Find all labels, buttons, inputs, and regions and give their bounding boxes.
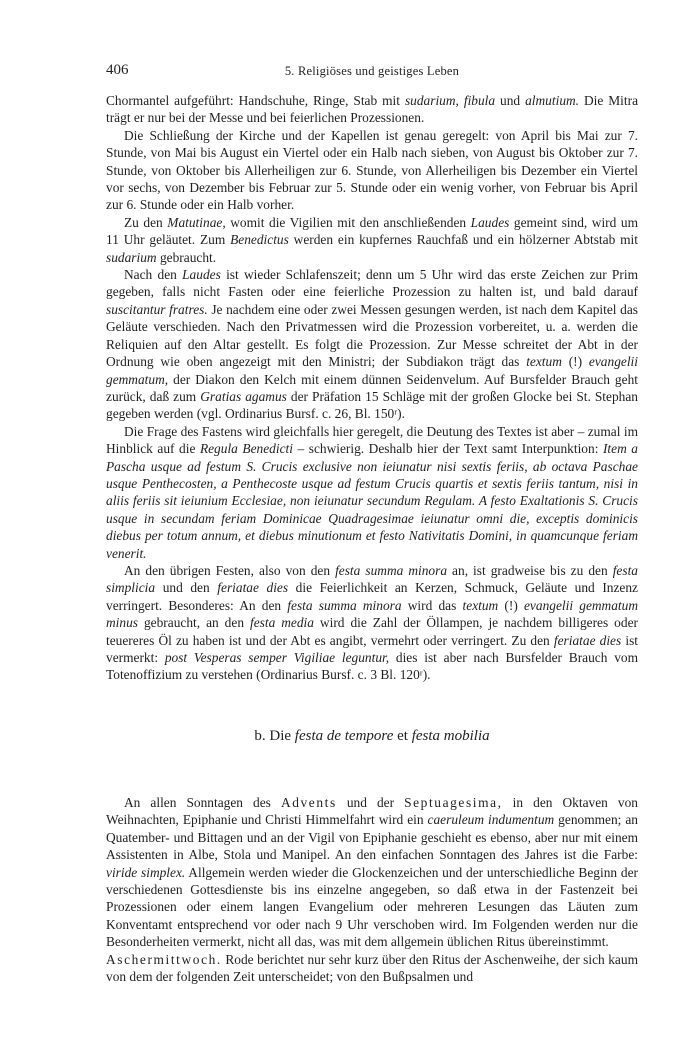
spaced-term: Septuagesima, [404, 795, 503, 810]
text-run: Die Schließung der Kirche und der Kapellen ist genau geregelt: von April bis Mai zur 7. Stunde, von Mai bis August ein Viertel oder ein Halb nach sieben, von August bis Oktober zur 7. Stunde, von Oktober bis Allerheiligen zur 6. Stunde, von Allerheiligen bis Dezember ein Viertel vor sechs, von Dezember bis Februar zur 5. Stunde oder ein wenig vorher, von Februar bis April zur 6. Stunde oder ein Halb vorher. [106, 127, 638, 213]
italic-term: evangelii gemmatum minus [106, 597, 639, 631]
section-heading-conjunction: et [393, 728, 412, 744]
text-run: werden ein kupfernes Rauchfaß und ein hölzerner Abtstab mit [288, 232, 638, 248]
italic-term: sudarium, fibula [404, 93, 496, 108]
paragraph [106, 951, 638, 986]
italic-term: festa media [249, 615, 314, 631]
body-text-top [106, 92, 638, 684]
text-run: in den Oktaven von Weihnachten, Epiphanie und Christi Himmelfahrt wird ein [106, 795, 638, 828]
italic-term: Gratias agamus [200, 388, 287, 404]
text-run: Zu den [124, 214, 168, 230]
text-run: Rode berichtet nur sehr kurz über den Ritus der Aschenweihe, der sich kaum von dem der folgenden Zeit unterscheidet; von den Bußpsalmen und [106, 951, 638, 985]
paragraph [106, 794, 638, 951]
page-header [106, 62, 638, 82]
paragraph [106, 266, 638, 423]
text-run: gebraucht, an den [138, 615, 250, 631]
italic-term: festa summa minora [335, 562, 448, 578]
paragraph [106, 423, 638, 562]
italic-term: caeruleum indumentum [427, 812, 555, 828]
italic-term: almutium. [525, 93, 580, 108]
text-run: und [495, 93, 526, 108]
text-run: Die Frage des Fastens wird gleichfalls hier geregelt, die Deutung des Textes ist aber – zumal im Hinblick auf die [106, 423, 638, 457]
italic-term: viride simplex. [106, 864, 186, 880]
italic-term: festa summa minora [287, 597, 402, 613]
section-heading-term-1: festa de tempore [294, 728, 394, 744]
italic-term: festa simplicia [106, 562, 638, 596]
paragraph [106, 562, 638, 684]
italic-term: textum [526, 354, 562, 370]
text-run: wird die Zahl der Öllampen, je nachdem billigeres oder teuereres Öl zu haben ist und der Abt es angibt, vermehrt oder verringert. Zu den [106, 615, 638, 648]
text-run: An den übrigen Festen, also von den [124, 562, 336, 578]
spaced-term: Aschermittwoch. [106, 951, 222, 967]
spaced-term: Advents [280, 795, 337, 810]
text-run: genommen; an Quatember- und Bittagen und an der Vigil von Epiphanie geschieht es ebenso, aber nur mit einem Assistenten in Albe, Stola und Manipel. An den einfachen Sonntagen des Jahres ist die Farbe: [106, 812, 638, 863]
italic-term: Laudes [470, 214, 510, 230]
italic-term: Laudes [182, 267, 221, 283]
text-run: (!) [498, 597, 524, 613]
text-run: ist wieder Schlafenszeit; denn um 5 Uhr wird das erste Zeichen zur Prim gegeben, falls nicht Fasten oder eine feierliche Prozession zu halten ist, und bald darauf [106, 267, 638, 300]
paragraph [106, 127, 638, 214]
body-text-bottom [106, 794, 638, 985]
page-number: 406 [106, 62, 129, 78]
italic-term: post Vesperas semper Vigiliae leguntur, [164, 650, 390, 665]
italic-term: feriatae dies [553, 632, 622, 648]
text-run: – schwierig. Deshalb hier der Text samt Interpunktion: [292, 441, 603, 457]
text-run: und den [155, 580, 218, 596]
text-run: wird das [401, 597, 463, 613]
text-run: der Präfation 15 Schläge mit der großen Glocke bei St. Stephan gegeben werden (vgl. Ordinarius Bursf. c. 26, Bl. 150ʳ). [106, 388, 639, 422]
text-run: ist vermerkt: [106, 632, 638, 665]
italic-term: Item a Pascha usque ad festum S. Crucis exclusive non ieiunatur nisi sextis feriis, ab octava Paschae usque Penthecosten, a Penthecoste usque ad festum Crucis quartis et sextis feriis tantum, nisi in aliis feriis sit ieiunium Ecclesiae, non ieiunatur secundum Regulam. A festo Exaltationis S. Crucis usque in secundam feriam Dominicae Quadragesimae ieiunatur omni die, exceptis dominicis diebus per totum annum, et diebus minutionum et festo Nativitatis Domini, in quamcunque feriam venerit. [106, 441, 638, 561]
text-run: Allgemein werden wieder die Glockenzeichen und der unterschiedliche Beginn der verschiedenen Gottesdienste bis ins einzelne angegeben, so daß etwa in der Fastenzeit bei Prozessionen oder einem langen Evangelium oder mehreren Lesungen das Läuten zum Konventamt entsprechend vor oder nach 9 Uhr verschoben wird. Im Folgenden werden nur die Besonderheiten vermerkt, nicht all das, was mit dem allgemein üblichen Ritus übereinstimmt. [106, 864, 638, 950]
running-title: 5. Religiöses und geistiges Leben [284, 64, 460, 78]
text-run: Chormantel aufgeführt: Handschuhe, Ringe, Stab mit [106, 93, 405, 108]
text-run: An allen Sonntagen des [124, 795, 281, 810]
text-run: und der [336, 795, 405, 810]
text-run: Die Mitra trägt er nur bei der Messe und bei feierlichen Prozessionen. [106, 93, 639, 126]
text-run: dies ist aber nach Bursfelder Brauch vom Totenoffizium zu verstehen (Ordinarius Bursf. c. 3 Bl. 120ʳ). [106, 650, 638, 683]
italic-term: sudarium [106, 249, 157, 265]
italic-term: textum [462, 597, 499, 613]
paragraph [106, 92, 638, 127]
text-run: gebraucht. [156, 249, 217, 265]
text-run: womit die Vigilien mit den anschließenden [225, 214, 471, 230]
italic-term: evangelii gemmatum, [106, 354, 638, 387]
text-run: Je nachdem eine oder zwei Messen gesungen werden, ist nach dem Kapitel das Geläute verschieden. Nach den Privatmessen wird die Prozession vorbereitet, u. a. werden die Reliquien auf den Altar gestellt. Es folgt die Prozession. Zur Messe schreitet der Abt in der Ordnung wie oben angezeigt mit den Ministri; der Subdiakon trägt das [106, 301, 638, 370]
italic-term: Matutinae, [167, 214, 226, 230]
text-run: die Feierlichkeit an Kerzen, Schmuck, Geläute und Inzenz verringert. Besonderes: An den [106, 580, 638, 613]
italic-term: feriatae dies [217, 580, 289, 596]
paragraph [106, 214, 638, 266]
section-heading-prefix: b. Die [254, 728, 295, 744]
text-run: Nach den [124, 267, 183, 283]
text-run: der Diakon den Kelch mit einem dünnen Seidenvelum. Auf Bursfelder Brauch geht zurück, daß zum [106, 371, 638, 404]
text-run: an, ist gradweise bis zu den [447, 562, 613, 578]
italic-term: suscitantur fratres. [106, 301, 208, 317]
section-heading [106, 728, 638, 745]
text-run: gemeint sind, wird um 11 Uhr geläutet. Zum [106, 214, 638, 248]
section-heading-term-2: festa mobilia [411, 728, 490, 744]
italic-term: Regula Benedicti [199, 441, 293, 457]
italic-term: Benedictus [230, 232, 289, 248]
text-run: (!) [561, 354, 589, 370]
